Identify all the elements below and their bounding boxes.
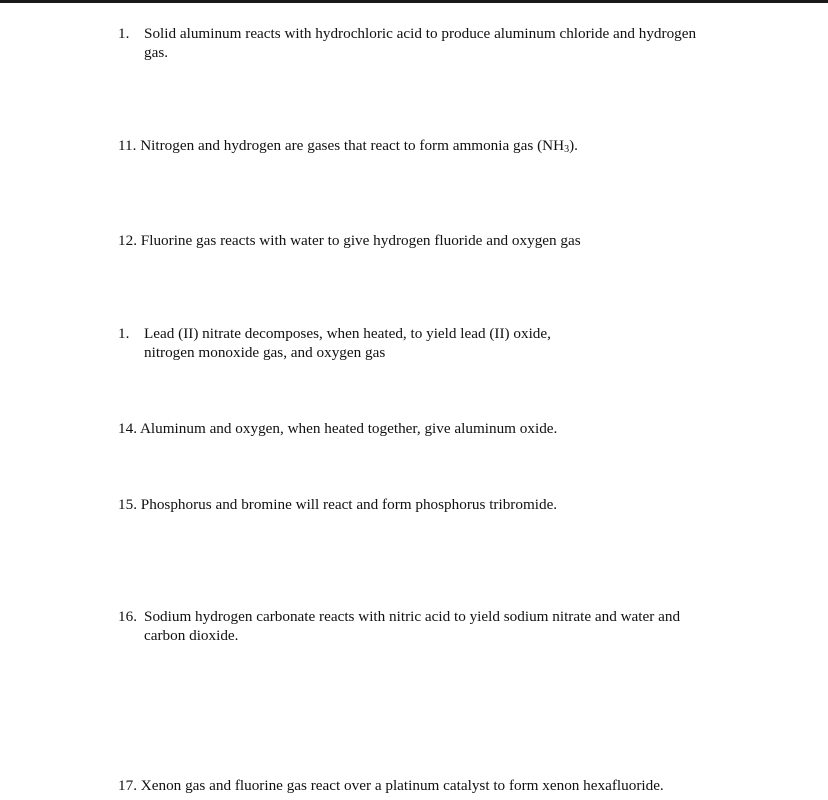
question-item [118,231,718,250]
question-number: 11. [118,137,137,154]
question-number: 1. [118,25,130,42]
question-number: 1. [118,325,130,342]
question-text: Lead (II) nitrate decomposes, when heated, to yield lead (II) oxide, nitrogen monoxide gas, and oxygen gas [144,325,551,361]
question-text: Xenon gas and fluorine gas react over a platinum catalyst to form xenon hexafluoride. [140,777,664,794]
question-number: 12. [118,232,137,249]
subscript: 3 [564,144,570,155]
top-border-line [0,0,828,3]
question-text: Fluorine gas reacts with water to give hydrogen fluoride and oxygen gas [140,232,581,249]
question-item [118,24,718,62]
question-item [118,136,718,159]
question-item [118,419,718,438]
question-text: Sodium hydrogen carbonate reacts with nitric acid to yield sodium nitrate and water and carbon dioxide. [144,608,681,644]
question-text [140,137,578,154]
question-number: 16. [118,608,137,625]
question-text: Solid aluminum reacts with hydrochloric acid to produce aluminum chloride and hydrogen gas. [144,25,697,61]
question-number: 15. [118,496,137,513]
question-number: 17. [118,777,137,794]
question-item [118,776,718,795]
question-item [118,607,718,645]
question-text: Phosphorus and bromine will react and form phosphorus tribromide. [140,496,558,513]
question-item [118,324,718,362]
question-text: Aluminum and oxygen, when heated together, give aluminum oxide. [139,420,558,437]
question-text-main: Nitrogen and hydrogen are gases that react to form ammonia gas (NH [140,137,565,154]
question-text-end: ). [569,137,578,154]
question-number: 14. [118,420,137,437]
question-item [118,495,718,514]
